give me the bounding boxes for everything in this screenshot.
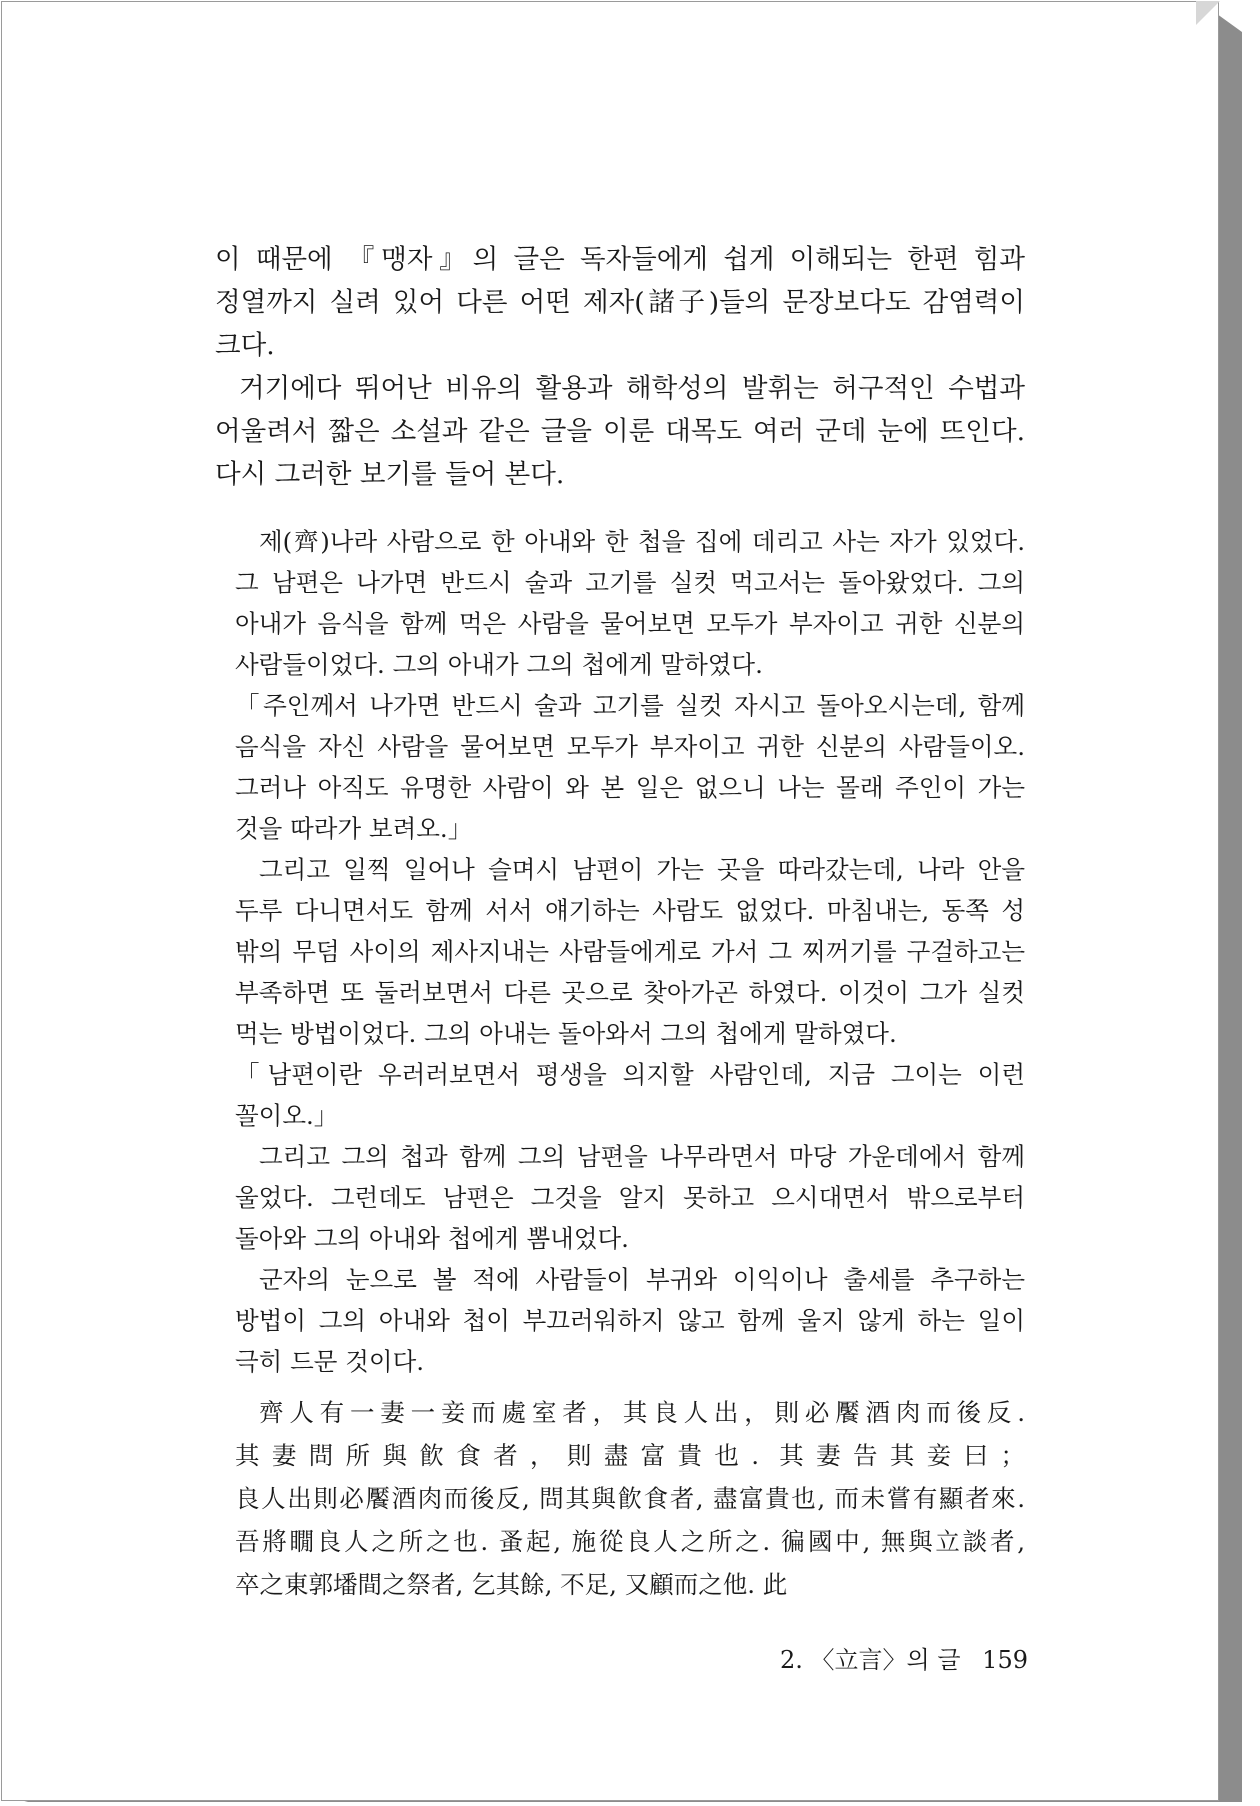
paragraph: 군자의 눈으로 볼 적에 사람들이 부귀와 이익이나 출세를 추구하는 방법이 그의 아내와 첩이 부끄러워하지 않고 함께 울지 않게 하는 일이 극히 드문 것이다. (235, 1265, 1025, 1376)
paragraph: 그리고 그의 첩과 함께 그의 남편을 나무라면서 마당 가운데에서 함께 울었다. 그런데도 남편은 그것을 알지 못하고 으시대면서 밖으로부터 돌아와 그의 아내와 첩에게 뽐내었다. (235, 1142, 1025, 1253)
commentary-text (215, 238, 1025, 496)
paragraph: 그리고 일찍 일어나 슬며시 남편이 가는 곳을 따라갔는데, 나라 안을 두루 다니면서도 함께 서서 얘기하는 사람도 없었다. 마침내는, 동쪽 성 밖의 무덤 사이의 제사지내는 사람들에게로 가서 그 찌꺼기를 구걸하고는 부족하면 또 둘러보면서 다른 곳으로 찾아가곤 하였다. 이것이 그가 실컷 먹는 방법이었다. 그의 아내는 돌아와서 그의 첩에게 말하였다. (235, 855, 1025, 1048)
paragraph: 이 때문에 『맹자』의 글은 독자들에게 쉽게 이해되는 한편 힘과 정열까지 실려 있어 다른 어떤 제자(諸子)들의 문장보다도 감염력이 크다. (215, 244, 1025, 361)
original-chinese-text (235, 1391, 1025, 1606)
quotation: 「주인께서 나가면 반드시 술과 고기를 실컷 자시고 돌아오시는데, 함께 음식을 자신 사람을 물어보면 모두가 부자이고 귀한 신분의 사람들이오. 그러나 아직도 유명한 사람이 와 본 일은 없으니 나는 몰래 주인이 가는 것을 따라가 보려오.」 (235, 691, 1025, 843)
page-corner-fold (1196, 1, 1220, 25)
translation-text (235, 521, 1025, 1382)
paragraph: 齊人有一妻一妾而處室者，其良人出，則必饜酒肉而後反. 其妻問所與飮食者，則盡富貴也. 其妻告其妾曰；良人出則必饜酒肉而後反, 問其與飮食者, 盡富貴也, 而未嘗有顯者來. 吾將瞯良人之所之也. 蚤起, 施從良人之所之. 徧國中, 無與立談者, 卒之東郭墦間之祭者, 乞其餘, 不足, 又顧而之他. 此 (235, 1398, 1025, 1599)
page-number: 159 (982, 1646, 1028, 1674)
page-footer (780, 1640, 1028, 1675)
paragraph: 제(齊)나라 사람으로 한 아내와 한 첩을 집에 데리고 사는 자가 있었다. 그 남편은 나가면 반드시 술과 고기를 실컷 먹고서는 돌아왔었다. 그의 아내가 음식을 함께 먹은 사람을 물어보면 모두가 부자이고 귀한 신분의 사람들이었다. 그의 아내가 그의 첩에게 말하였다. (235, 527, 1025, 679)
paragraph: 거기에다 뛰어난 비유의 활용과 해학성의 발휘는 허구적인 수법과 어울려서 짧은 소설과 같은 글을 이룬 대목도 여러 군데 눈에 뜨인다. 다시 그러한 보기를 들어 본다. (215, 373, 1025, 490)
quotation: 「남편이란 우러러보면서 평생을 의지할 사람인데, 지금 그이는 이런 꼴이오.」 (235, 1060, 1025, 1130)
running-head: 2. 〈立言〉의 글 (780, 1646, 961, 1674)
